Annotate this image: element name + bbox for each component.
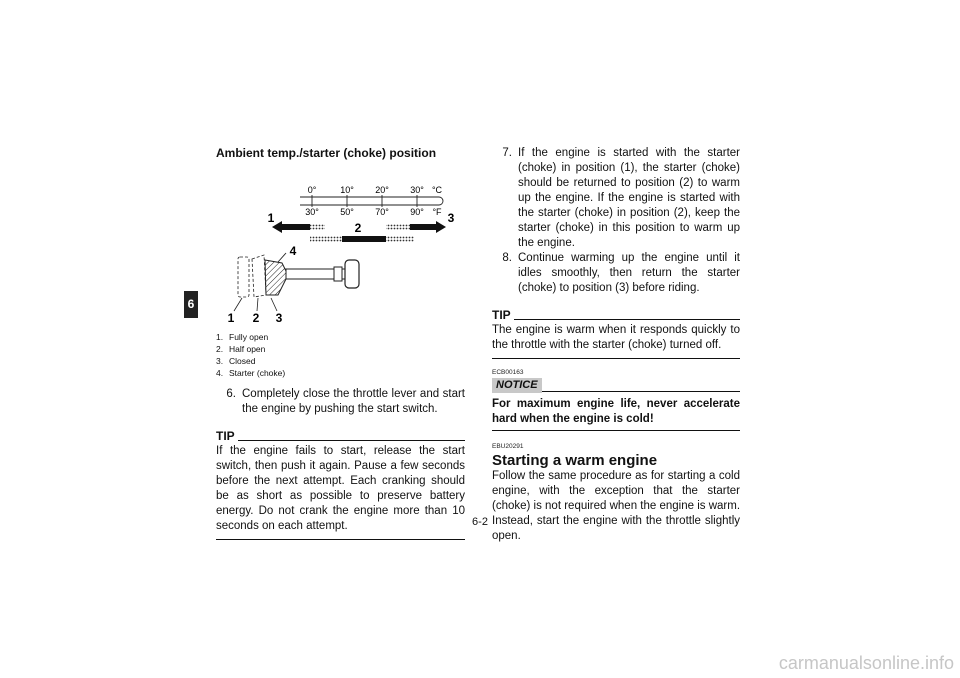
position-leader-1 bbox=[234, 298, 242, 311]
diagram-legend bbox=[216, 331, 465, 379]
arrow-label-1: 1 bbox=[267, 211, 275, 225]
section-text: Follow the same procedure as for starting a cold engine, with the exception that the starter (choke) is not required when the engine is warm. Instead, start the engine with the throttle slightly open. bbox=[492, 470, 741, 542]
fahrenheit-tick-0: 30° bbox=[305, 207, 319, 217]
arrow-1-fully-open bbox=[272, 221, 310, 233]
step-7 bbox=[492, 146, 740, 251]
step-text: Completely close the throttle lever and start the engine by pushing the start switch. bbox=[242, 388, 465, 415]
tip-heading bbox=[216, 429, 465, 443]
notice-text: For maximum engine life, never accelerate hard when the engine is cold! bbox=[492, 397, 740, 431]
section-title: Starting a warm engine bbox=[492, 452, 658, 469]
section-code: EBU20291 bbox=[492, 443, 524, 450]
lever-closed bbox=[265, 260, 286, 295]
notice-rule bbox=[542, 391, 740, 392]
step-number: 7. bbox=[502, 147, 512, 159]
arrow-3-band bbox=[386, 224, 410, 230]
tip-rule bbox=[514, 319, 740, 320]
tip-rule bbox=[238, 440, 465, 441]
step-number: 8. bbox=[502, 252, 512, 264]
celsius-tick-0: 0° bbox=[307, 185, 317, 195]
notice-badge: NOTICE bbox=[492, 378, 542, 393]
left-column bbox=[216, 146, 465, 540]
fahrenheit-tick-3: 90° bbox=[410, 207, 424, 217]
arrow-label-2: 2 bbox=[354, 221, 362, 235]
position-leader-3 bbox=[271, 298, 277, 311]
step-8 bbox=[492, 251, 740, 296]
lever-ghost-half-open bbox=[252, 255, 266, 297]
fahrenheit-tick-2: 70° bbox=[375, 207, 389, 217]
page-number: 6-2 bbox=[472, 516, 488, 528]
tip-label: TIP bbox=[492, 308, 511, 322]
notice-heading bbox=[492, 378, 740, 393]
legend-item: 2. Half open bbox=[216, 344, 266, 354]
fahrenheit-tick-1: 50° bbox=[340, 207, 354, 217]
choke-diagram-svg bbox=[216, 167, 465, 327]
bar-2-band-right bbox=[386, 236, 414, 242]
legend-item: 4. Starter (choke) bbox=[216, 368, 286, 378]
fahrenheit-unit: °F bbox=[432, 207, 442, 217]
celsius-tick-2: 20° bbox=[375, 185, 389, 195]
lever-knob bbox=[345, 260, 359, 288]
tip-heading bbox=[492, 308, 740, 322]
lever-shaft-collar bbox=[334, 267, 342, 281]
celsius-unit: °C bbox=[431, 185, 443, 195]
arrow-3-closed bbox=[410, 221, 446, 233]
tip-text: The engine is warm when it responds quickly to the throttle with the starter (choke) turned off. bbox=[492, 323, 740, 359]
step-text: Continue warming up the engine until it idles smoothly, then return the starter (choke) to position (3) before riding. bbox=[518, 252, 740, 294]
tip-label: TIP bbox=[216, 429, 235, 443]
right-column bbox=[492, 146, 740, 544]
bar-2-half-open bbox=[342, 236, 386, 242]
legend-item: 3. Closed bbox=[216, 356, 256, 366]
position-leader-2 bbox=[257, 298, 258, 311]
chapter-tab: 6 bbox=[184, 291, 198, 318]
watermark: carmanualsonline.info bbox=[778, 653, 954, 673]
callout-line bbox=[278, 253, 286, 262]
notice-code: ECB00163 bbox=[492, 369, 524, 376]
step-6 bbox=[216, 387, 465, 417]
lever-callout-4: 4 bbox=[289, 244, 297, 258]
tip-text: If the engine fails to start, release the start switch, then push it again. Pause a few seconds before the next attempt. Each cranking should be as short as possible to preserve battery energy. Do not crank the engine more than 10 seconds on each attempt. bbox=[216, 444, 465, 540]
position-label-3: 3 bbox=[275, 311, 283, 325]
scale-bar bbox=[300, 197, 443, 205]
legend-item: 1. Fully open bbox=[216, 332, 269, 342]
arrow-1-band bbox=[310, 224, 325, 230]
diagram-heading: Ambient temp./starter (choke) position bbox=[216, 146, 437, 160]
choke-diagram bbox=[216, 167, 465, 327]
position-label-2: 2 bbox=[252, 311, 260, 325]
step-text: If the engine is started with the starter (choke) in position (1), the starter (choke) should be returned to position (2) to warm up the engine. If the engine is started with the starter (choke) in position (2), keep the starter (choke) in this position to warm up the engine. bbox=[518, 147, 740, 249]
position-label-1: 1 bbox=[227, 311, 235, 325]
celsius-tick-3: 30° bbox=[410, 185, 424, 195]
lever-ghost-fully-open bbox=[238, 257, 249, 297]
arrow-label-3: 3 bbox=[447, 211, 455, 225]
step-number: 6. bbox=[226, 388, 236, 400]
bar-2-band-left bbox=[310, 236, 342, 242]
celsius-tick-1: 10° bbox=[340, 185, 354, 195]
